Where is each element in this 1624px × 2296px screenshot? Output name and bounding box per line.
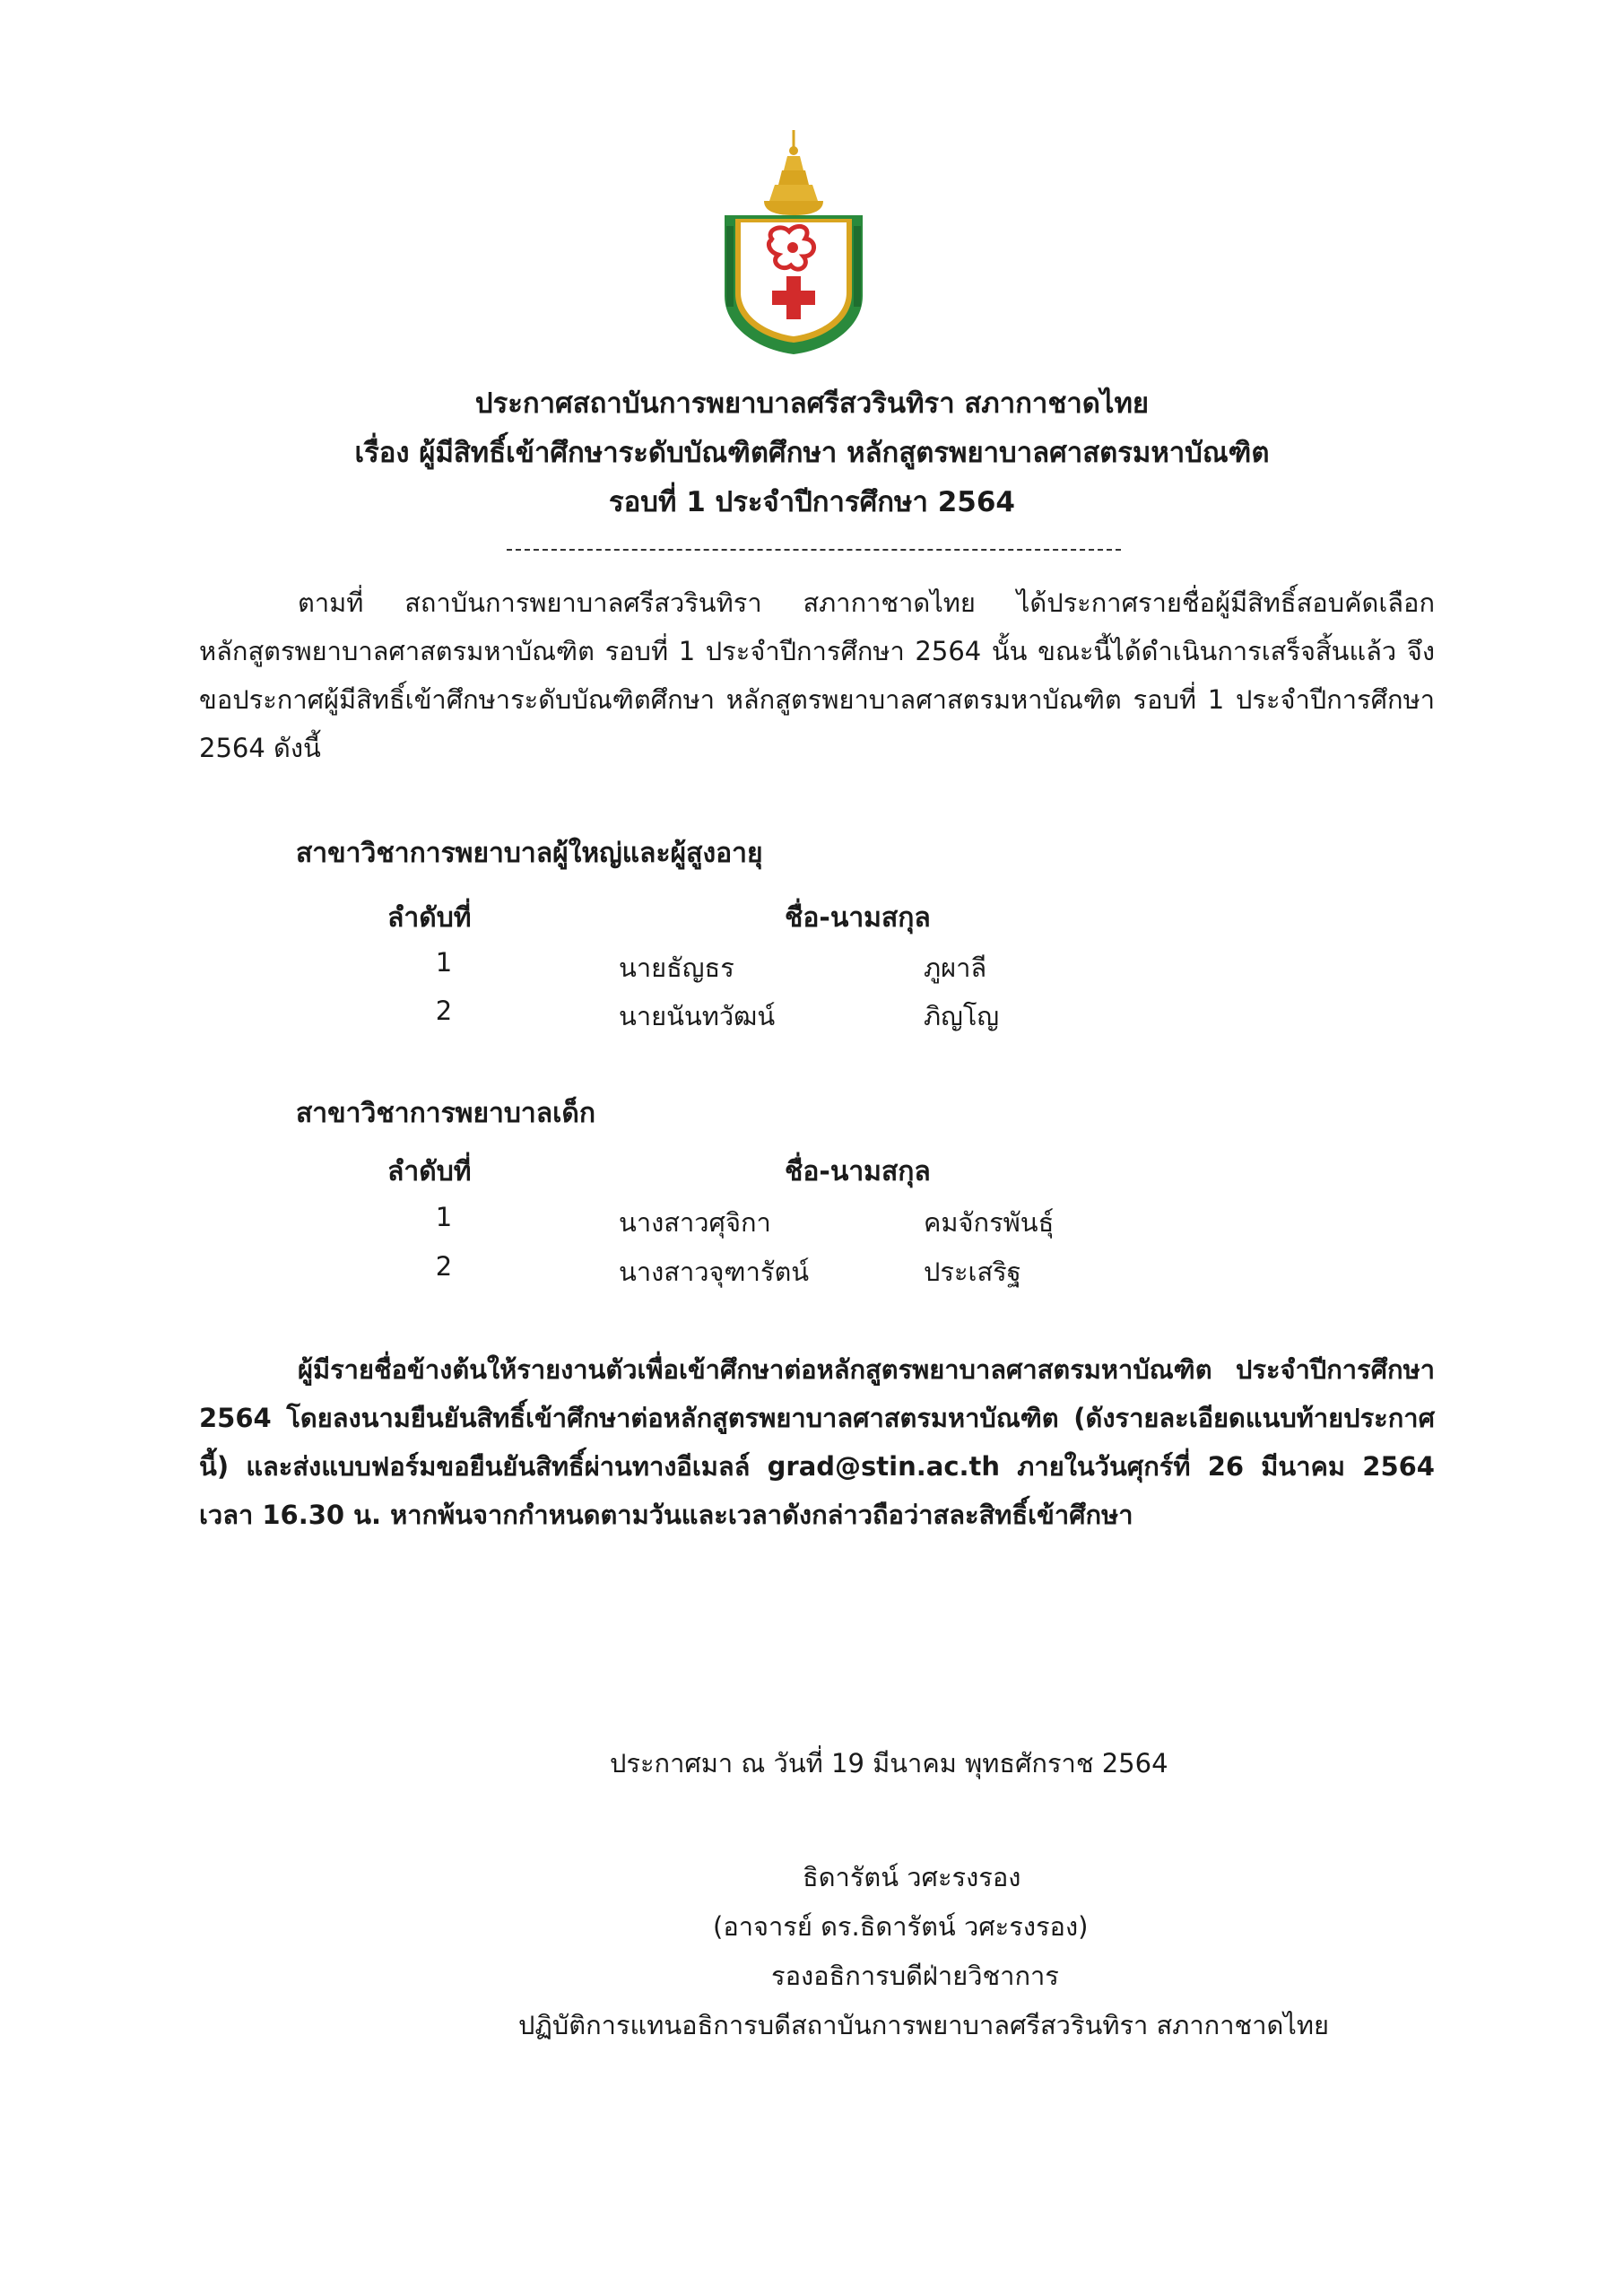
signatory-full-name: (อาจารย์ ดร.ธิดารัตน์ วศะรงรอง): [713, 1911, 1089, 1942]
intro-paragraph: ตามที่ สถาบันการพยาบาลศรีสวรินทิรา สภากาชาดไทย ได้ประกาศรายชื่อผู้มีสิทธิ์สอบคัดเลือก หลักสูตรพยาบาลศาสตรมหาบัณฑิต รอบที่ 1 ประจำปีการศึกษา 2564 นั้น ขณะนี้ได้ดำเนินการเสร็จสิ้นแล้ว จึงขอประกาศผู้มีสิทธิ์เข้าศึกษาระดับบัณฑิตศึกษา หลักสูตรพยาบาลศาสตรมหาบัณฑิต รอบที่ 1 ประจำปีการศึกษา 2564 ดังนี้: [199, 587, 1435, 763]
announcement-date: ประกาศมา ณ วันที่ 19 มีนาคม พุทธศักราช 2564: [610, 1748, 1168, 1779]
column-header-name: ชื่อ-นามสกุล: [785, 902, 931, 934]
signatory-acting-role: ปฏิบัติการแทนอธิการบดีสถาบันการพยาบาลศรีสวรินทิรา สภากาชาดไทย: [518, 2010, 1329, 2040]
section-title-pediatric-nursing: สาขาวิชาการพยาบาลเด็ก: [296, 1098, 596, 1129]
table-row-first-name: นางสาวจุฑารัตน์: [619, 1257, 810, 1287]
table-row-first-name: นายธัญธร: [619, 952, 734, 983]
table-row-number: 2: [435, 996, 453, 1026]
table-row-last-name: ภิญโญ: [924, 1001, 1000, 1031]
announcement-round: รอบที่ 1 ประจำปีการศึกษา 2564: [609, 486, 1015, 518]
column-header-name: ชื่อ-นามสกุล: [785, 1156, 931, 1187]
table-row-last-name: ภูผาลี: [924, 952, 987, 983]
table-row-last-name: ประเสริฐ: [924, 1257, 1021, 1287]
signatory-position: รองอธิการบดีฝ่ายวิชาการ: [771, 1961, 1059, 1991]
column-header-order: ลำดับที่: [387, 902, 472, 934]
table-row-number: 2: [435, 1251, 453, 1282]
notice-paragraph: ผู้มีรายชื่อข้างต้นให้รายงานตัวเพื่อเข้าศึกษาต่อหลักสูตรพยาบาลศาสตรมหาบัณฑิต ประจำปีการศึกษา 2564 โดยลงนามยืนยันสิทธิ์เข้าศึกษาต่อหลักสูตรพยาบาลศาสตรมหาบัณฑิต (ดังรายละเอียดแนบท้ายประกาศนี้) และส่งแบบฟอร์มขอยืนยันสิทธิ์ผ่านทางอีเมลล์ grad@stin.ac.th ภายในวันศุกร์ที่ 26 มีนาคม 2564 เวลา 16.30 น. หากพ้นจากกำหนดตามวันและเวลาดังกล่าวถือว่าสละสิทธิ์เข้าศึกษา: [199, 1354, 1435, 1530]
announcement-title: ประกาศสถาบันการพยาบาลศรีสวรินทิรา สภากาชาดไทย: [474, 387, 1150, 420]
institute-emblem-icon: [717, 126, 870, 359]
table-row-number: 1: [435, 947, 453, 978]
announcement-subject: เรื่อง ผู้มีสิทธิ์เข้าศึกษาระดับบัณฑิตศึกษา หลักสูตรพยาบาลศาสตรมหาบัณฑิต: [354, 437, 1270, 469]
section-title-adult-nursing: สาขาวิชาการพยาบาลผู้ใหญ่และผู้สูงอายุ: [296, 838, 763, 869]
column-header-order: ลำดับที่: [387, 1156, 472, 1187]
table-row-first-name: นางสาวศุจิกา: [619, 1207, 771, 1238]
table-row-number: 1: [435, 1202, 453, 1232]
divider: [507, 549, 1121, 551]
table-row-last-name: คมจักรพันธุ์: [924, 1207, 1055, 1238]
table-row-first-name: นายนันทวัฒน์: [619, 1001, 776, 1031]
signature: ธิดารัตน์ วศะรงรอง: [803, 1862, 1021, 1892]
